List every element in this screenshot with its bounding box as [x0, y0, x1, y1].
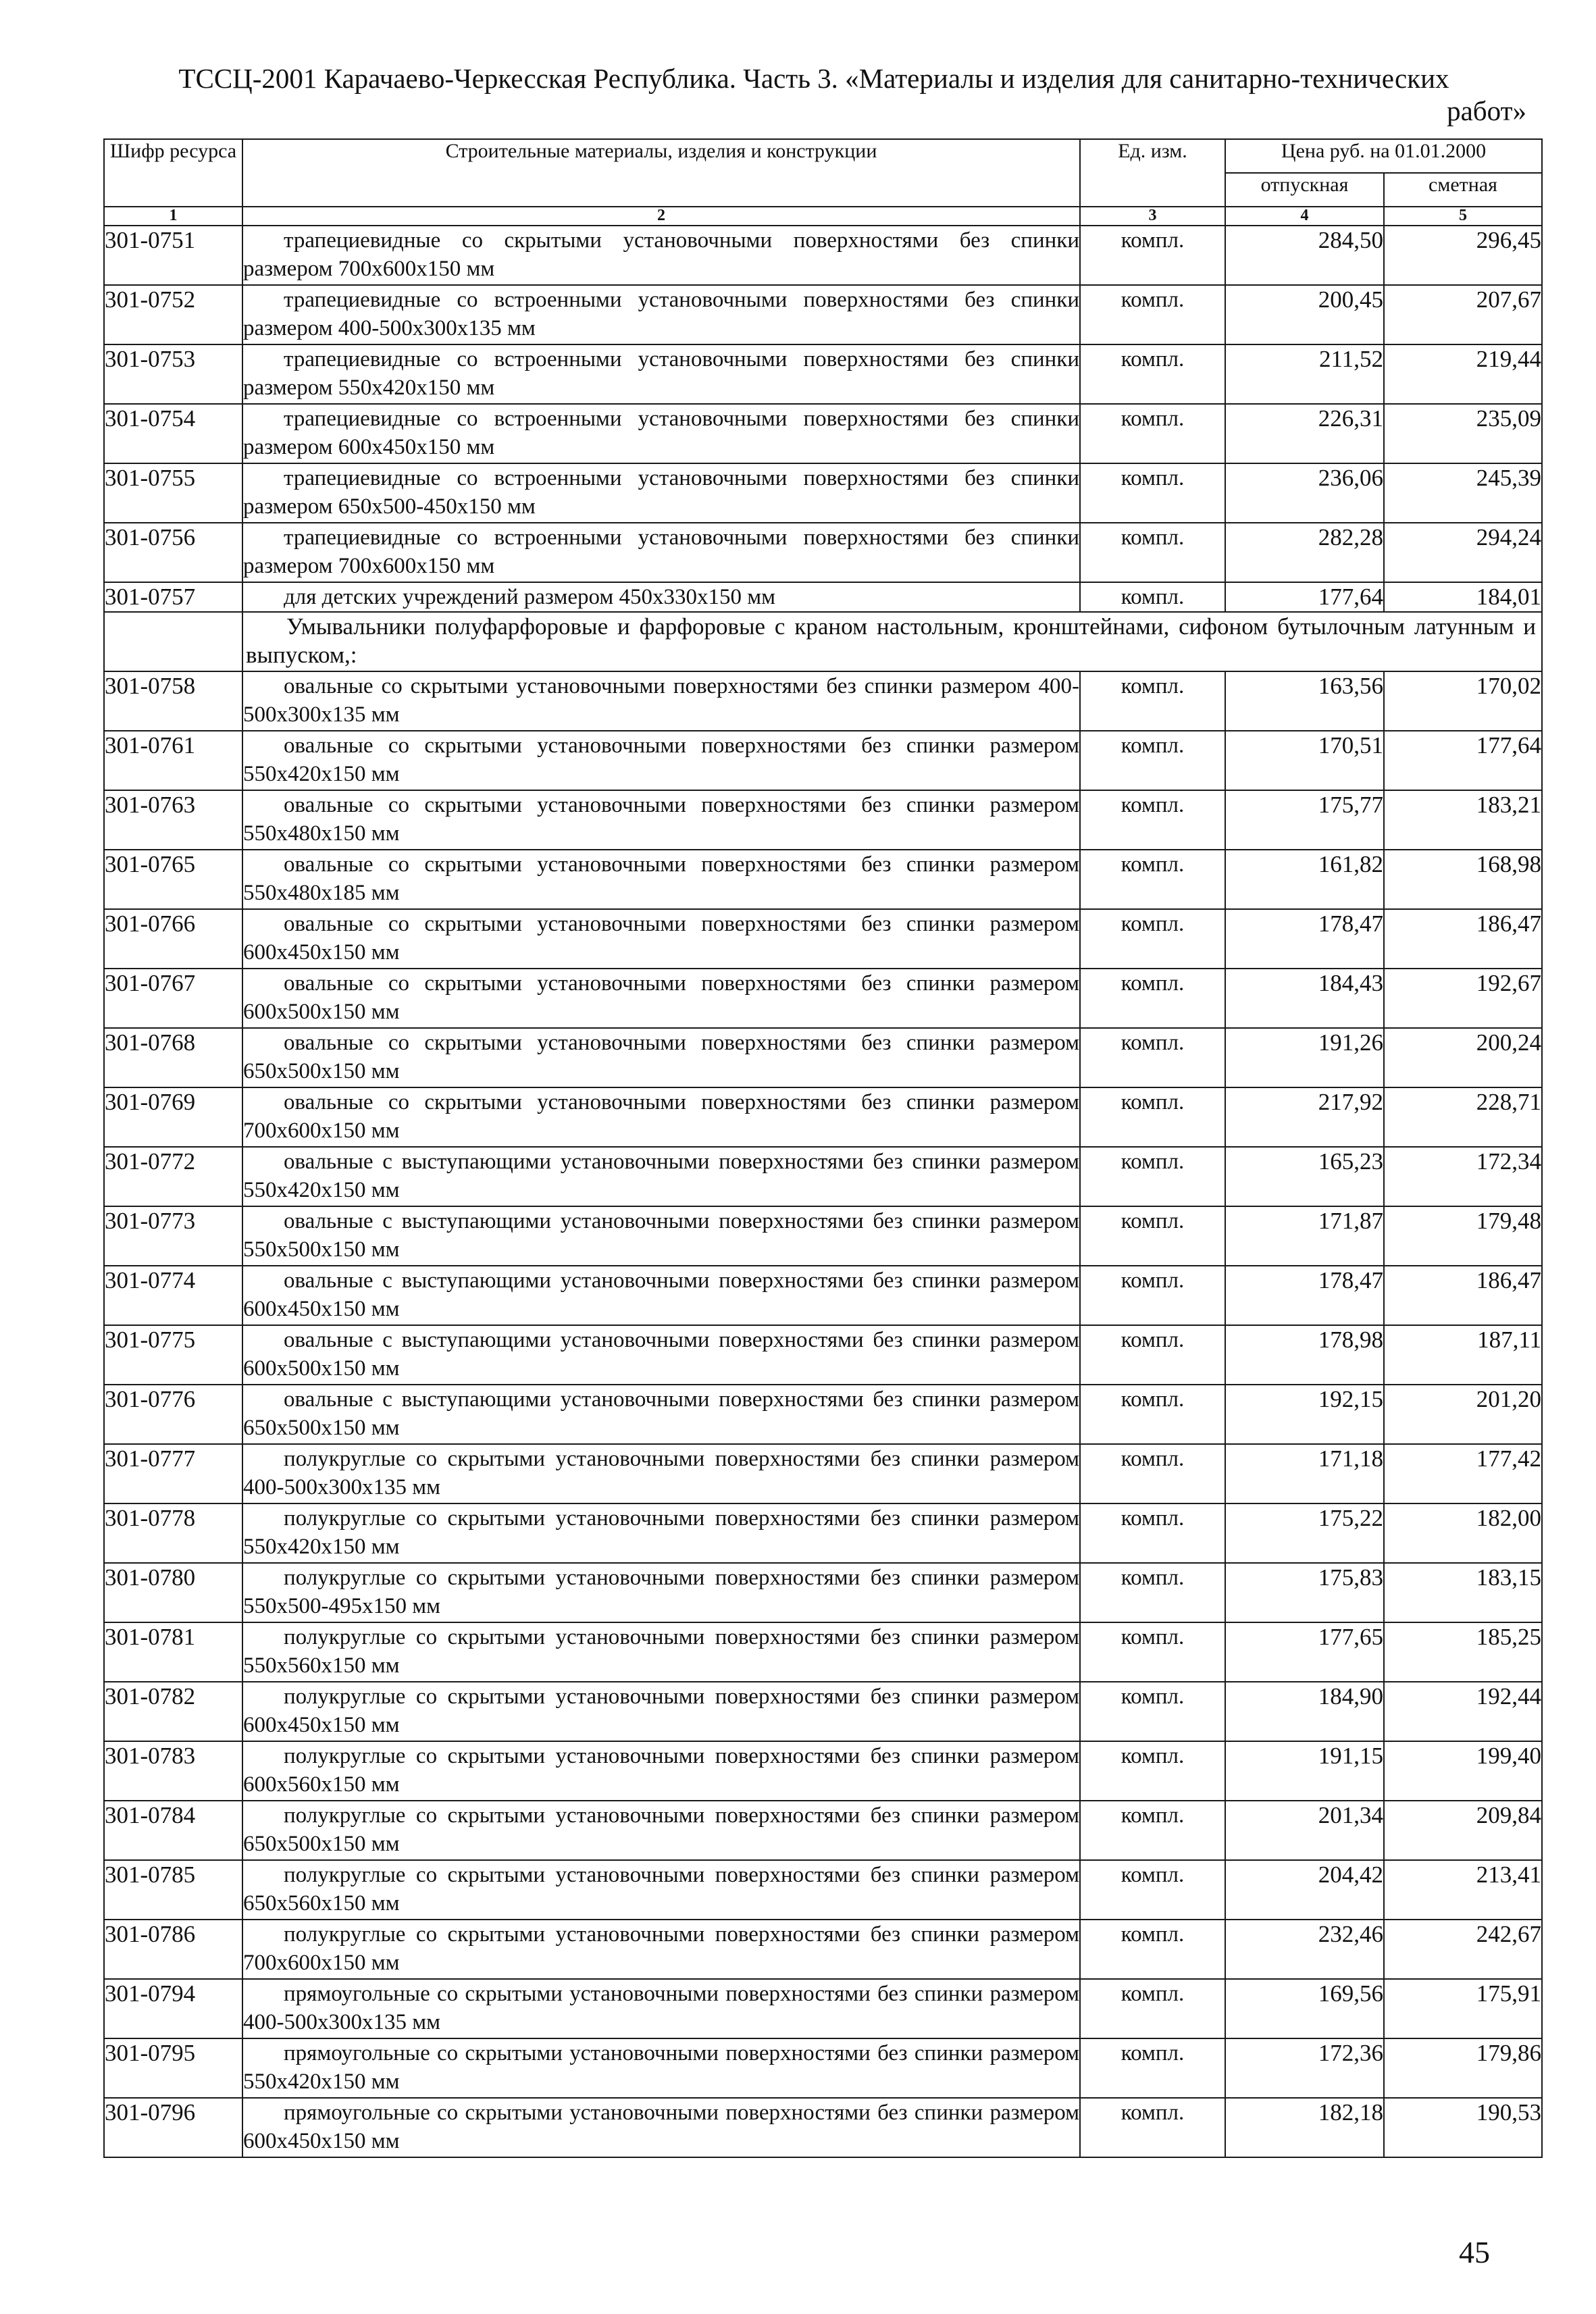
header-estimate-price: сметная [1384, 173, 1542, 207]
table-row [104, 1266, 1542, 1325]
row-description: полукруглые со скрытыми установочными поверхностями без спинки размером 600x560x150 мм [242, 1741, 1080, 1801]
row-release-price: 165,23 [1225, 1147, 1384, 1206]
row-code: 301-0796 [104, 2098, 242, 2157]
row-code: 301-0794 [104, 1979, 242, 2038]
row-release-price: 161,82 [1225, 850, 1384, 909]
row-unit: компл. [1080, 969, 1225, 1028]
column-number: 5 [1384, 207, 1542, 226]
row-unit: компл. [1080, 344, 1225, 404]
row-description: овальные с выступающими установочными поверхностями без спинки размером 550x500x150 мм [242, 1206, 1080, 1266]
row-release-price: 182,18 [1225, 2098, 1384, 2157]
table-row [104, 1682, 1542, 1741]
row-code: 301-0766 [104, 909, 242, 969]
table-row [104, 523, 1542, 582]
row-code: 301-0755 [104, 463, 242, 523]
row-unit: компл. [1080, 226, 1225, 285]
row-unit: компл. [1080, 731, 1225, 790]
row-estimate-price: 242,67 [1384, 1920, 1542, 1979]
title-line-2: работ» [1447, 95, 1526, 126]
table-row [104, 2098, 1542, 2157]
row-unit: компл. [1080, 1741, 1225, 1801]
row-description: полукруглые со скрытыми установочными поверхностями без спинки размером 700x600x150 мм [242, 1920, 1080, 1979]
table-row [104, 1444, 1542, 1503]
row-release-price: 178,47 [1225, 909, 1384, 969]
header-name: Строительные материалы, изделия и конструкции [242, 139, 1080, 207]
row-description: овальные со скрытыми установочными поверхностями без спинки размером 650x500x150 мм [242, 1028, 1080, 1087]
row-estimate-price: 209,84 [1384, 1801, 1542, 1860]
table-row [104, 969, 1542, 1028]
table-header [104, 139, 1542, 226]
row-code: 301-0784 [104, 1801, 242, 1860]
row-estimate-price: 172,34 [1384, 1147, 1542, 1206]
row-estimate-price: 190,53 [1384, 2098, 1542, 2157]
table-row [104, 226, 1542, 285]
row-unit: компл. [1080, 1860, 1225, 1920]
row-unit: компл. [1080, 1979, 1225, 2038]
row-release-price: 170,51 [1225, 731, 1384, 790]
row-description: овальные со скрытыми установочными поверхностями без спинки размером 550x480x150 мм [242, 790, 1080, 850]
row-release-price: 232,46 [1225, 1920, 1384, 1979]
table-row [104, 582, 1542, 612]
row-release-price: 175,77 [1225, 790, 1384, 850]
row-description: овальные со скрытыми установочными поверхностями без спинки размером 600x500x150 мм [242, 969, 1080, 1028]
row-description: овальные с выступающими установочными поверхностями без спинки размером 650x500x150 мм [242, 1385, 1080, 1444]
row-estimate-price: 192,44 [1384, 1682, 1542, 1741]
row-unit: компл. [1080, 2038, 1225, 2098]
row-description: полукруглые со скрытыми установочными поверхностями без спинки размером 650x500x150 мм [242, 1801, 1080, 1860]
price-table [103, 138, 1543, 2158]
row-unit: компл. [1080, 285, 1225, 344]
section-title: Умывальники полуфарфоровые и фарфоровые с краном настольным, кронштейнами, сифоном бутылочным латунным и выпуском,: [242, 612, 1542, 671]
row-estimate-price: 213,41 [1384, 1860, 1542, 1920]
row-description: овальные с выступающими установочными поверхностями без спинки размером 550x420x150 мм [242, 1147, 1080, 1206]
row-description: полукруглые со скрытыми установочными поверхностями без спинки размером 650x560x150 мм [242, 1860, 1080, 1920]
row-code: 301-0768 [104, 1028, 242, 1087]
row-unit: компл. [1080, 1801, 1225, 1860]
table-row [104, 1147, 1542, 1206]
table-row [104, 463, 1542, 523]
row-description: трапециевидные со встроенными установочными поверхностями без спинки размером 550x420x150 мм [242, 344, 1080, 404]
table-row [104, 1028, 1542, 1087]
row-code: 301-0757 [104, 582, 242, 612]
row-release-price: 191,26 [1225, 1028, 1384, 1087]
row-estimate-price: 183,21 [1384, 790, 1542, 850]
row-code: 301-0752 [104, 285, 242, 344]
row-estimate-price: 187,11 [1384, 1325, 1542, 1385]
row-estimate-price: 200,24 [1384, 1028, 1542, 1087]
row-release-price: 172,36 [1225, 2038, 1384, 2098]
row-description: овальные со скрытыми установочными поверхностями без спинки размером 700x600x150 мм [242, 1087, 1080, 1147]
table-row [104, 1385, 1542, 1444]
table-row [104, 1801, 1542, 1860]
row-code: 301-0772 [104, 1147, 242, 1206]
document-title [101, 62, 1526, 127]
row-code: 301-0777 [104, 1444, 242, 1503]
row-description: полукруглые со скрытыми установочными поверхностями без спинки размером 400-500x300x135 мм [242, 1444, 1080, 1503]
header-unit: Ед. изм. [1080, 139, 1225, 207]
row-unit: компл. [1080, 1444, 1225, 1503]
row-code: 301-0765 [104, 850, 242, 909]
row-estimate-price: 182,00 [1384, 1503, 1542, 1563]
row-unit: компл. [1080, 1563, 1225, 1622]
row-unit: компл. [1080, 790, 1225, 850]
row-code: 301-0786 [104, 1920, 242, 1979]
section-header-group [104, 612, 1542, 671]
row-release-price: 184,43 [1225, 969, 1384, 1028]
row-release-price: 163,56 [1225, 671, 1384, 731]
row-release-price: 178,47 [1225, 1266, 1384, 1325]
row-unit: компл. [1080, 1622, 1225, 1682]
row-release-price: 282,28 [1225, 523, 1384, 582]
row-description: трапециевидные со встроенными установочными поверхностями без спинки размером 650x500-450x150 мм [242, 463, 1080, 523]
row-code: 301-0769 [104, 1087, 242, 1147]
row-unit: компл. [1080, 1147, 1225, 1206]
row-description: прямоугольные со скрытыми установочными поверхностями без спинки размером 400-500x300x135 мм [242, 1979, 1080, 2038]
row-estimate-price: 179,48 [1384, 1206, 1542, 1266]
title-line-1: ТССЦ-2001 Карачаево-Черкесская Республика. Часть 3. «Материалы и изделия для санитарно-технических [178, 63, 1449, 94]
table-row [104, 404, 1542, 463]
row-unit: компл. [1080, 1266, 1225, 1325]
table-row [104, 1622, 1542, 1682]
row-estimate-price: 184,01 [1384, 582, 1542, 612]
row-release-price: 211,52 [1225, 344, 1384, 404]
row-description: полукруглые со скрытыми установочными поверхностями без спинки размером 550x420x150 мм [242, 1503, 1080, 1563]
row-unit: компл. [1080, 463, 1225, 523]
column-number: 1 [104, 207, 242, 226]
header-price: Цена руб. на 01.01.2000 [1225, 139, 1542, 173]
row-release-price: 175,83 [1225, 1563, 1384, 1622]
row-description: овальные со скрытыми установочными поверхностями без спинки размером 400-500x300x135 мм [242, 671, 1080, 731]
row-code: 301-0782 [104, 1682, 242, 1741]
row-code: 301-0781 [104, 1622, 242, 1682]
table-row [104, 1325, 1542, 1385]
row-unit: компл. [1080, 850, 1225, 909]
row-release-price: 226,31 [1225, 404, 1384, 463]
row-code: 301-0756 [104, 523, 242, 582]
row-description: полукруглые со скрытыми установочными поверхностями без спинки размером 550x560x150 мм [242, 1622, 1080, 1682]
row-estimate-price: 199,40 [1384, 1741, 1542, 1801]
row-estimate-price: 201,20 [1384, 1385, 1542, 1444]
table-row [104, 1741, 1542, 1801]
row-unit: компл. [1080, 582, 1225, 612]
table-row [104, 790, 1542, 850]
row-release-price: 201,34 [1225, 1801, 1384, 1860]
row-estimate-price: 294,24 [1384, 523, 1542, 582]
row-unit: компл. [1080, 1325, 1225, 1385]
table-row [104, 1563, 1542, 1622]
table-row [104, 344, 1542, 404]
row-code: 301-0776 [104, 1385, 242, 1444]
row-estimate-price: 296,45 [1384, 226, 1542, 285]
row-estimate-price: 235,09 [1384, 404, 1542, 463]
row-release-price: 200,45 [1225, 285, 1384, 344]
row-description: полукруглые со скрытыми установочными поверхностями без спинки размером 600x450x150 мм [242, 1682, 1080, 1741]
row-release-price: 175,22 [1225, 1503, 1384, 1563]
row-description: овальные со скрытыми установочными поверхностями без спинки размером 550x420x150 мм [242, 731, 1080, 790]
row-unit: компл. [1080, 404, 1225, 463]
table-row [104, 1860, 1542, 1920]
row-description: для детских учреждений размером 450x330x150 мм [242, 582, 1080, 612]
row-description: трапециевидные со встроенными установочными поверхностями без спинки размером 700x600x150 мм [242, 523, 1080, 582]
table-row [104, 1979, 1542, 2038]
page-number: 45 [1459, 2235, 1490, 2269]
section-code-cell [104, 612, 242, 671]
row-release-price: 177,64 [1225, 582, 1384, 612]
row-release-price: 171,87 [1225, 1206, 1384, 1266]
row-code: 301-0780 [104, 1563, 242, 1622]
row-unit: компл. [1080, 1920, 1225, 1979]
row-unit: компл. [1080, 1028, 1225, 1087]
row-estimate-price: 245,39 [1384, 463, 1542, 523]
row-release-price: 171,18 [1225, 1444, 1384, 1503]
row-unit: компл. [1080, 2098, 1225, 2157]
row-release-price: 184,90 [1225, 1682, 1384, 1741]
row-description: полукруглые со скрытыми установочными поверхностями без спинки размером 550x500-495x150 мм [242, 1563, 1080, 1622]
column-number: 2 [242, 207, 1080, 226]
row-description: овальные с выступающими установочными поверхностями без спинки размером 600x500x150 мм [242, 1325, 1080, 1385]
row-code: 301-0778 [104, 1503, 242, 1563]
table-row [104, 1087, 1542, 1147]
row-release-price: 192,15 [1225, 1385, 1384, 1444]
table-row [104, 909, 1542, 969]
row-estimate-price: 228,71 [1384, 1087, 1542, 1147]
row-estimate-price: 186,47 [1384, 909, 1542, 969]
row-release-price: 169,56 [1225, 1979, 1384, 2038]
table-row [104, 1920, 1542, 1979]
row-estimate-price: 192,67 [1384, 969, 1542, 1028]
table-body-part-2 [104, 671, 1542, 2157]
row-estimate-price: 175,91 [1384, 1979, 1542, 2038]
row-code: 301-0773 [104, 1206, 242, 1266]
row-unit: компл. [1080, 909, 1225, 969]
row-release-price: 236,06 [1225, 463, 1384, 523]
row-description: трапециевидные со скрытыми установочными поверхностями без спинки размером 700x600x150 мм [242, 226, 1080, 285]
row-unit: компл. [1080, 1503, 1225, 1563]
row-code: 301-0795 [104, 2038, 242, 2098]
row-unit: компл. [1080, 671, 1225, 731]
row-description: трапециевидные со встроенными установочными поверхностями без спинки размером 400-500x300x135 мм [242, 285, 1080, 344]
row-code: 301-0774 [104, 1266, 242, 1325]
row-code: 301-0753 [104, 344, 242, 404]
row-unit: компл. [1080, 1087, 1225, 1147]
table-row [104, 850, 1542, 909]
row-code: 301-0763 [104, 790, 242, 850]
row-unit: компл. [1080, 1206, 1225, 1266]
row-estimate-price: 177,42 [1384, 1444, 1542, 1503]
table-row [104, 2038, 1542, 2098]
row-description: трапециевидные со встроенными установочными поверхностями без спинки размером 600x450x150 мм [242, 404, 1080, 463]
row-description: овальные со скрытыми установочными поверхностями без спинки размером 550x480x185 мм [242, 850, 1080, 909]
table-row [104, 671, 1542, 731]
row-description: овальные с выступающими установочными поверхностями без спинки размером 600x450x150 мм [242, 1266, 1080, 1325]
row-estimate-price: 177,64 [1384, 731, 1542, 790]
row-estimate-price: 207,67 [1384, 285, 1542, 344]
row-release-price: 191,15 [1225, 1741, 1384, 1801]
row-description: прямоугольные со скрытыми установочными поверхностями без спинки размером 550x420x150 мм [242, 2038, 1080, 2098]
row-code: 301-0758 [104, 671, 242, 731]
row-release-price: 217,92 [1225, 1087, 1384, 1147]
row-estimate-price: 168,98 [1384, 850, 1542, 909]
row-estimate-price: 179,86 [1384, 2038, 1542, 2098]
row-release-price: 204,42 [1225, 1860, 1384, 1920]
header-release-price: отпускная [1225, 173, 1384, 207]
row-unit: компл. [1080, 523, 1225, 582]
header-code: Шифр ресурса [104, 139, 242, 207]
row-estimate-price: 185,25 [1384, 1622, 1542, 1682]
row-code: 301-0767 [104, 969, 242, 1028]
row-code: 301-0785 [104, 1860, 242, 1920]
table-body-part-1 [104, 226, 1542, 612]
row-code: 301-0751 [104, 226, 242, 285]
row-estimate-price: 170,02 [1384, 671, 1542, 731]
row-code: 301-0775 [104, 1325, 242, 1385]
table-row [104, 285, 1542, 344]
row-release-price: 178,98 [1225, 1325, 1384, 1385]
table-row [104, 731, 1542, 790]
column-number: 3 [1080, 207, 1225, 226]
row-release-price: 284,50 [1225, 226, 1384, 285]
row-estimate-price: 219,44 [1384, 344, 1542, 404]
row-code: 301-0761 [104, 731, 242, 790]
row-estimate-price: 186,47 [1384, 1266, 1542, 1325]
column-number: 4 [1225, 207, 1384, 226]
table-row [104, 1503, 1542, 1563]
row-description: овальные со скрытыми установочными поверхностями без спинки размером 600x450x150 мм [242, 909, 1080, 969]
row-estimate-price: 183,15 [1384, 1563, 1542, 1622]
row-unit: компл. [1080, 1682, 1225, 1741]
table-row [104, 1206, 1542, 1266]
row-description: прямоугольные со скрытыми установочными поверхностями без спинки размером 600x450x150 мм [242, 2098, 1080, 2157]
row-code: 301-0783 [104, 1741, 242, 1801]
row-release-price: 177,65 [1225, 1622, 1384, 1682]
row-unit: компл. [1080, 1385, 1225, 1444]
row-code: 301-0754 [104, 404, 242, 463]
